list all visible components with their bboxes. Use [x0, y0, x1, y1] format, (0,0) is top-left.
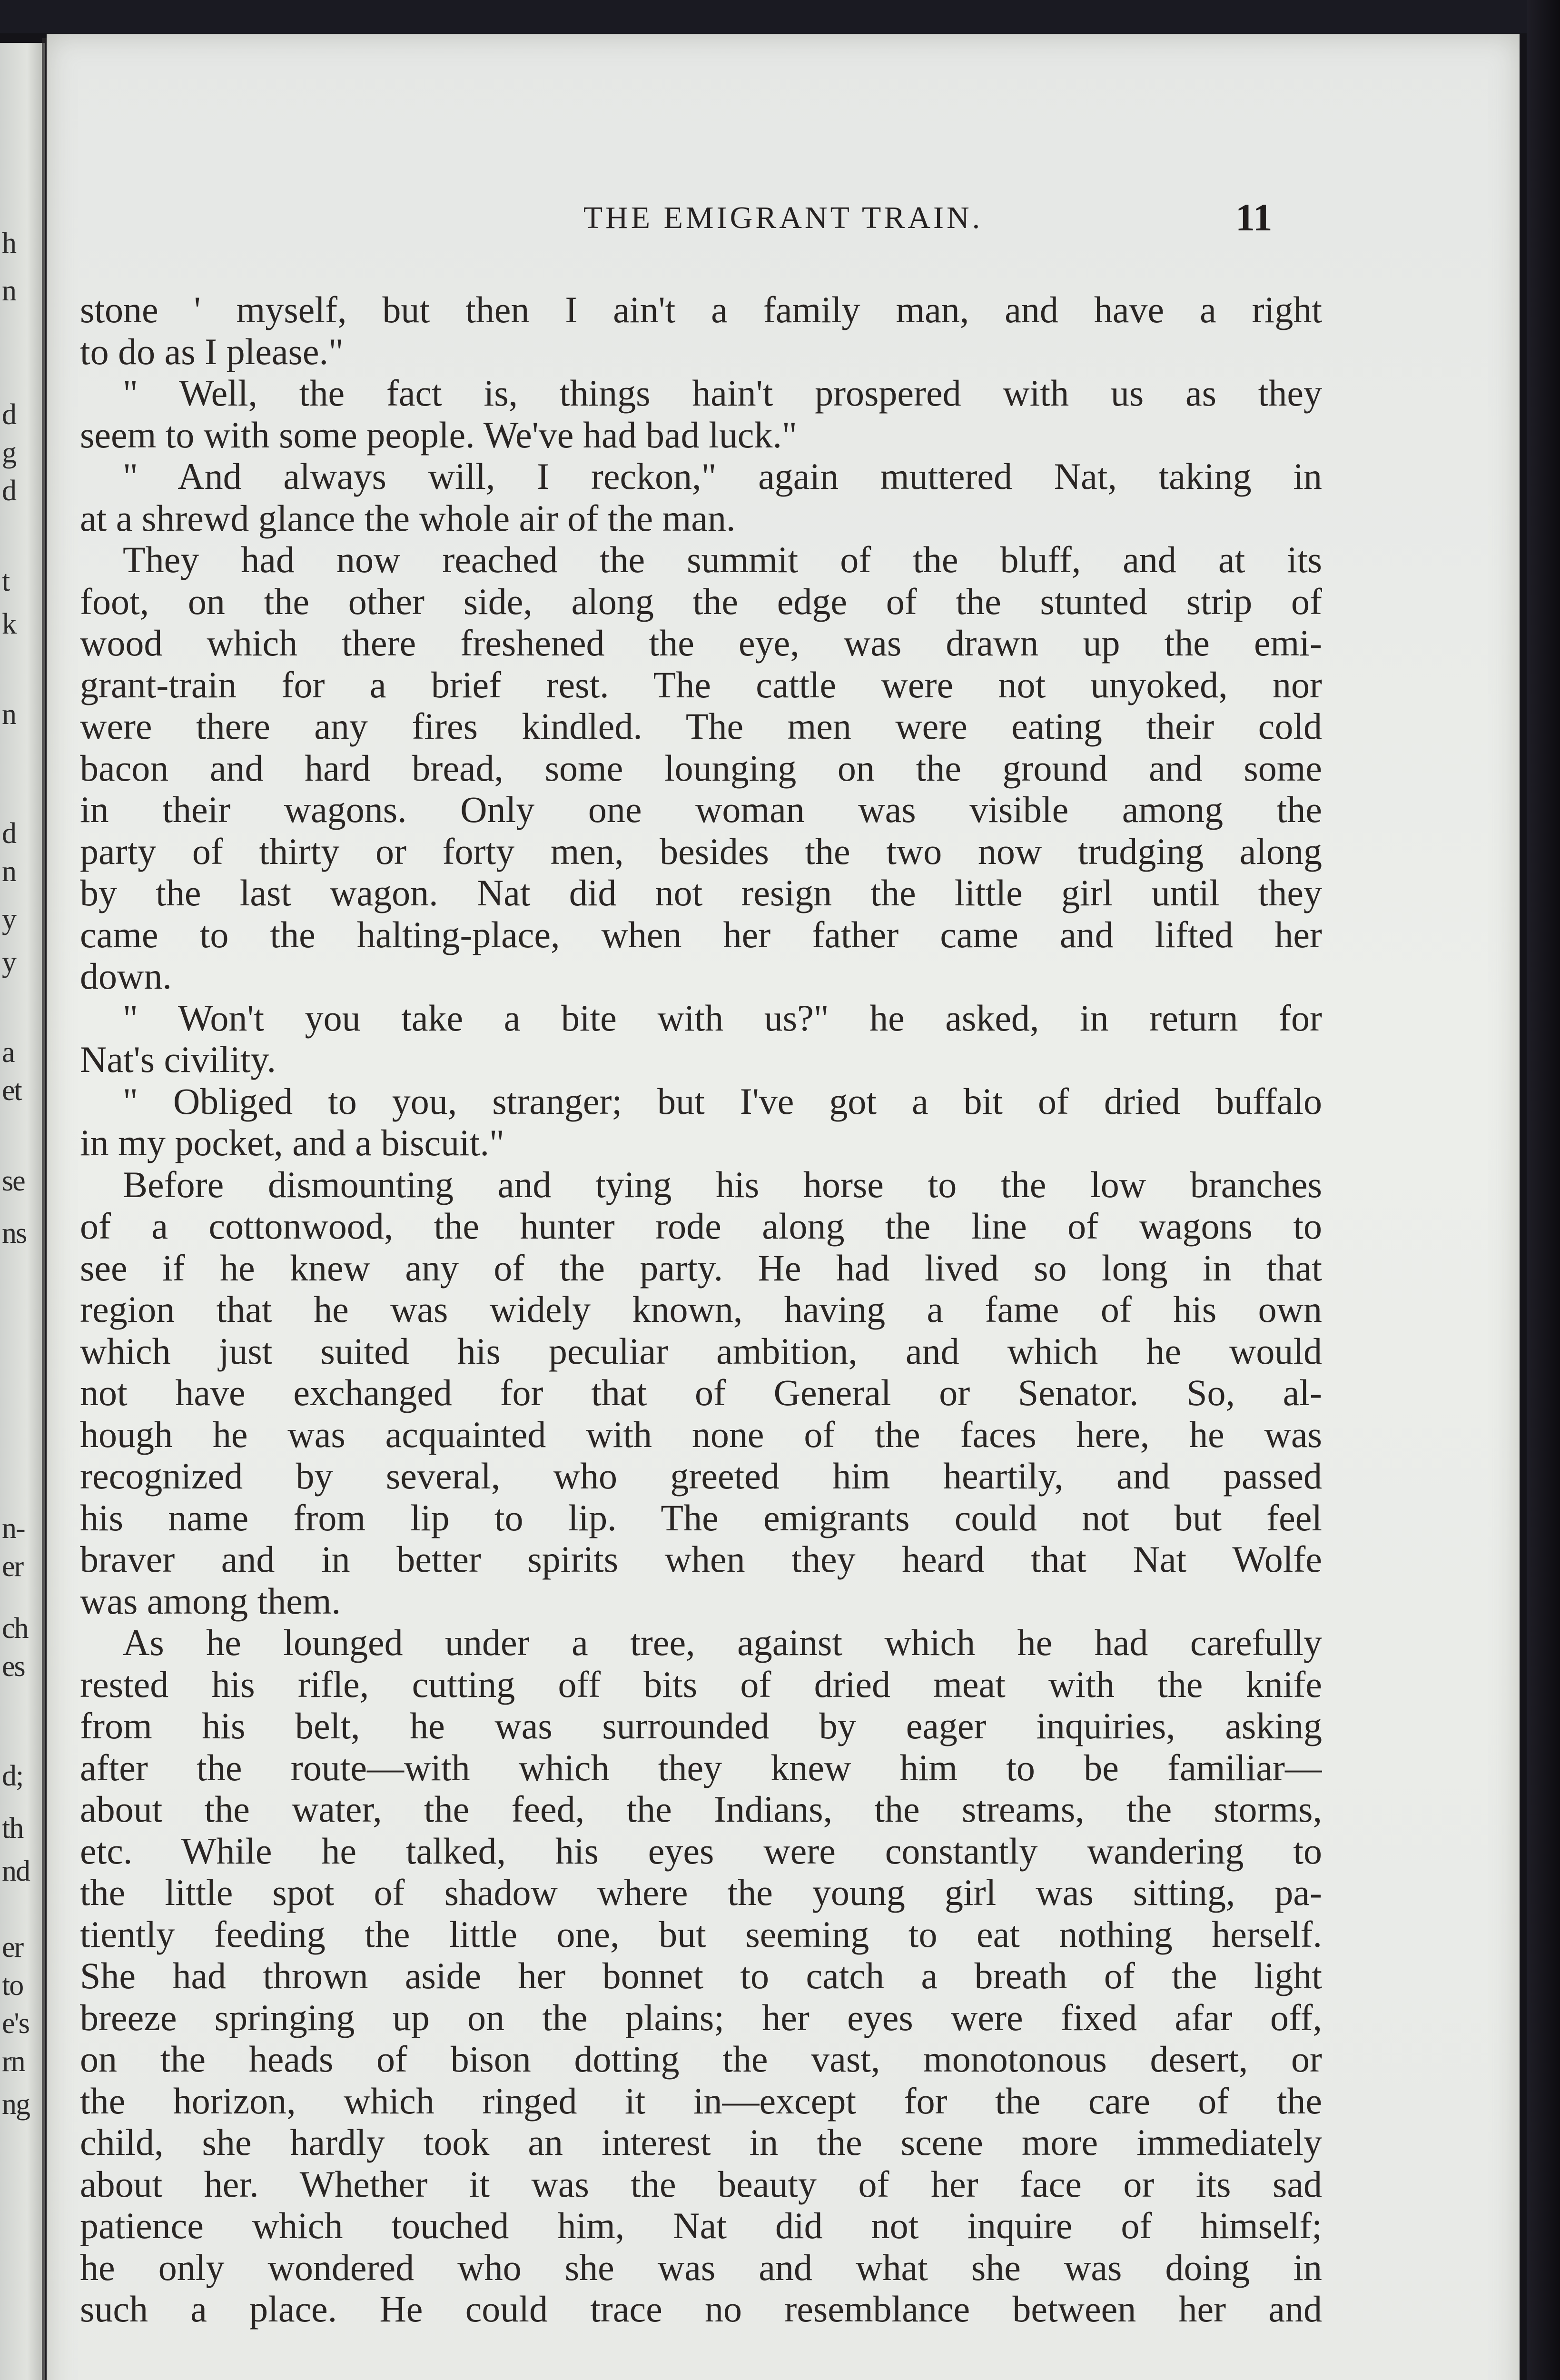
text-line: in my pocket, and a biscuit." — [80, 1122, 504, 1163]
facing-page-fragment: n — [2, 698, 16, 731]
text-line: bacon and hard bread, some lounging on the ground and some — [80, 747, 1322, 789]
text-line: Nat's civility. — [80, 1039, 276, 1080]
text-line: on the heads of bison dotting the vast, monotonous desert, or — [80, 2038, 1322, 2080]
text-line: down. — [80, 955, 172, 997]
text-line: child, she hardly took an interest in the scene more immediately — [80, 2122, 1322, 2163]
text-line: after the route—with which they knew him to be familiar— — [80, 1746, 1322, 1788]
text-line: breeze springing up on the plains; her eyes were fixed afar off, — [80, 1996, 1322, 2038]
facing-page-fragment: se — [2, 1165, 25, 1197]
text-line: region that he was widely known, having a fame of his own — [80, 1289, 1322, 1330]
text-line: Before dismounting and tying his horse to the low branches — [123, 1163, 1322, 1205]
text-line: from his belt, he was surrounded by eager inquiries, asking — [80, 1705, 1322, 1746]
text-line: tiently feeding the little one, but seeming to eat nothing herself. — [80, 1913, 1322, 1955]
text-line: As he lounged under a tree, against which he had carefully — [123, 1622, 1322, 1663]
facing-page-fragment: d — [2, 475, 16, 507]
text-line: " Won't you take a bite with us?" he asked, in return for — [123, 997, 1322, 1039]
facing-page-fragment: er — [2, 1550, 23, 1583]
facing-page-fragment: to — [2, 1969, 23, 2002]
text-line: " And always will, I reckon," again muttered Nat, taking in — [123, 456, 1322, 497]
text-line: were there any fires kindled. The men were eating their cold — [80, 705, 1322, 747]
text-line: rested his rifle, cutting off bits of dried meat with the knife — [80, 1663, 1322, 1705]
facing-page-fragment: t — [2, 565, 10, 597]
text-line: his name from lip to lip. The emigrants could not but feel — [80, 1497, 1322, 1538]
text-line: which just suited his peculiar ambition, and which he would — [80, 1330, 1322, 1372]
text-line: braver and in better spirits when they heard that Nat Wolfe — [80, 1538, 1322, 1580]
facing-page-fragment: ch — [2, 1612, 28, 1645]
text-line: party of thirty or forty men, besides the two now trudging along — [80, 830, 1322, 872]
facing-page-fragment: et — [2, 1074, 21, 1107]
facing-page-fragment: h — [2, 227, 16, 259]
text-line: see if he knew any of the party. He had lived so long in that — [80, 1247, 1322, 1289]
text-line: the little spot of shadow where the young girl was sitting, pa- — [80, 1872, 1322, 1913]
text-line: grant-train for a brief rest. The cattle were not unyoked, nor — [80, 664, 1322, 705]
text-line: of a cottonwood, the hunter rode along the line of wagons to — [80, 1205, 1322, 1247]
facing-page-fragment: k — [2, 608, 16, 640]
facing-page-fragment: d; — [2, 1760, 23, 1792]
text-line: etc. While he talked, his eyes were constantly wandering to — [80, 1830, 1322, 1872]
text-line: came to the halting-place, when her father came and lifted her — [80, 913, 1322, 955]
facing-page-fragment: rn — [2, 2045, 25, 2078]
facing-page-edge — [0, 43, 45, 2380]
facing-page-fragment: y — [2, 903, 16, 935]
facing-page-fragment: e's — [2, 2007, 29, 2040]
right-border — [1527, 0, 1560, 2380]
top-border — [0, 0, 1560, 33]
facing-page-fragment: n — [2, 275, 16, 307]
text-line: he only wondered who she was and what she was doing in — [80, 2246, 1322, 2288]
facing-page-fragment: a — [2, 1036, 14, 1069]
facing-page-fragment: th — [2, 1812, 23, 1844]
facing-page-fragment: ns — [2, 1217, 27, 1250]
text-line: such a place. He could trace no resemblance between her and — [80, 2288, 1322, 2330]
text-line: to do as I please." — [80, 330, 344, 372]
book-page — [47, 34, 1520, 2380]
facing-page-fragment: er — [2, 1931, 23, 1964]
text-line: wood which there freshened the eye, was drawn up the emi- — [80, 622, 1322, 664]
facing-page-fragment: d — [2, 817, 16, 850]
text-line: patience which touched him, Nat did not inquire of himself; — [80, 2205, 1322, 2246]
facing-page-fragment: ng — [2, 2088, 30, 2121]
facing-page-fragment: nd — [2, 1855, 30, 1887]
text-line: by the last wagon. Nat did not resign the little girl until they — [80, 872, 1322, 913]
text-line: They had now reached the summit of the bluff, and at its — [123, 539, 1322, 580]
text-line: " Obliged to you, stranger; but I've got a bit of dried buffalo — [123, 1080, 1322, 1122]
text-line: She had thrown aside her bonnet to catch a breath of the light — [80, 1955, 1322, 1996]
facing-page-fragment: es — [2, 1650, 25, 1683]
text-line: hough he was acquainted with none of the faces here, he was — [80, 1413, 1322, 1455]
text-line: seem to with some people. We've had bad luck." — [80, 414, 797, 456]
text-line: the horizon, which ringed it in—except for the care of the — [80, 2080, 1322, 2122]
facing-page-fragment: d — [2, 398, 16, 431]
page-number: 11 — [1235, 196, 1273, 239]
text-line: not have exchanged for that of General or Senator. So, al- — [80, 1372, 1322, 1413]
text-line: at a shrewd glance the whole air of the man. — [80, 497, 736, 539]
facing-page-fragment: n- — [2, 1512, 25, 1545]
body-text — [80, 289, 1322, 2330]
text-line: " Well, the fact is, things hain't prospered with us as they — [123, 372, 1322, 414]
text-line: foot, on the other side, along the edge of the stunted strip of — [80, 580, 1322, 622]
text-line: in their wagons. Only one woman was visible among the — [80, 789, 1322, 830]
facing-page-fragment: y — [2, 946, 16, 978]
facing-page-fragment: n — [2, 855, 16, 888]
text-line: stone ' myself, but then I ain't a family man, and have a right — [80, 289, 1322, 330]
text-line: was among them. — [80, 1580, 341, 1622]
text-line: about the water, the feed, the Indians, the streams, the storms, — [80, 1788, 1322, 1830]
text-line: recognized by several, who greeted him heartily, and passed — [80, 1455, 1322, 1497]
text-line: about her. Whether it was the beauty of her face or its sad — [80, 2163, 1322, 2205]
facing-page-fragment: g — [2, 436, 16, 469]
running-head: THE EMIGRANT TRAIN. — [583, 200, 983, 235]
